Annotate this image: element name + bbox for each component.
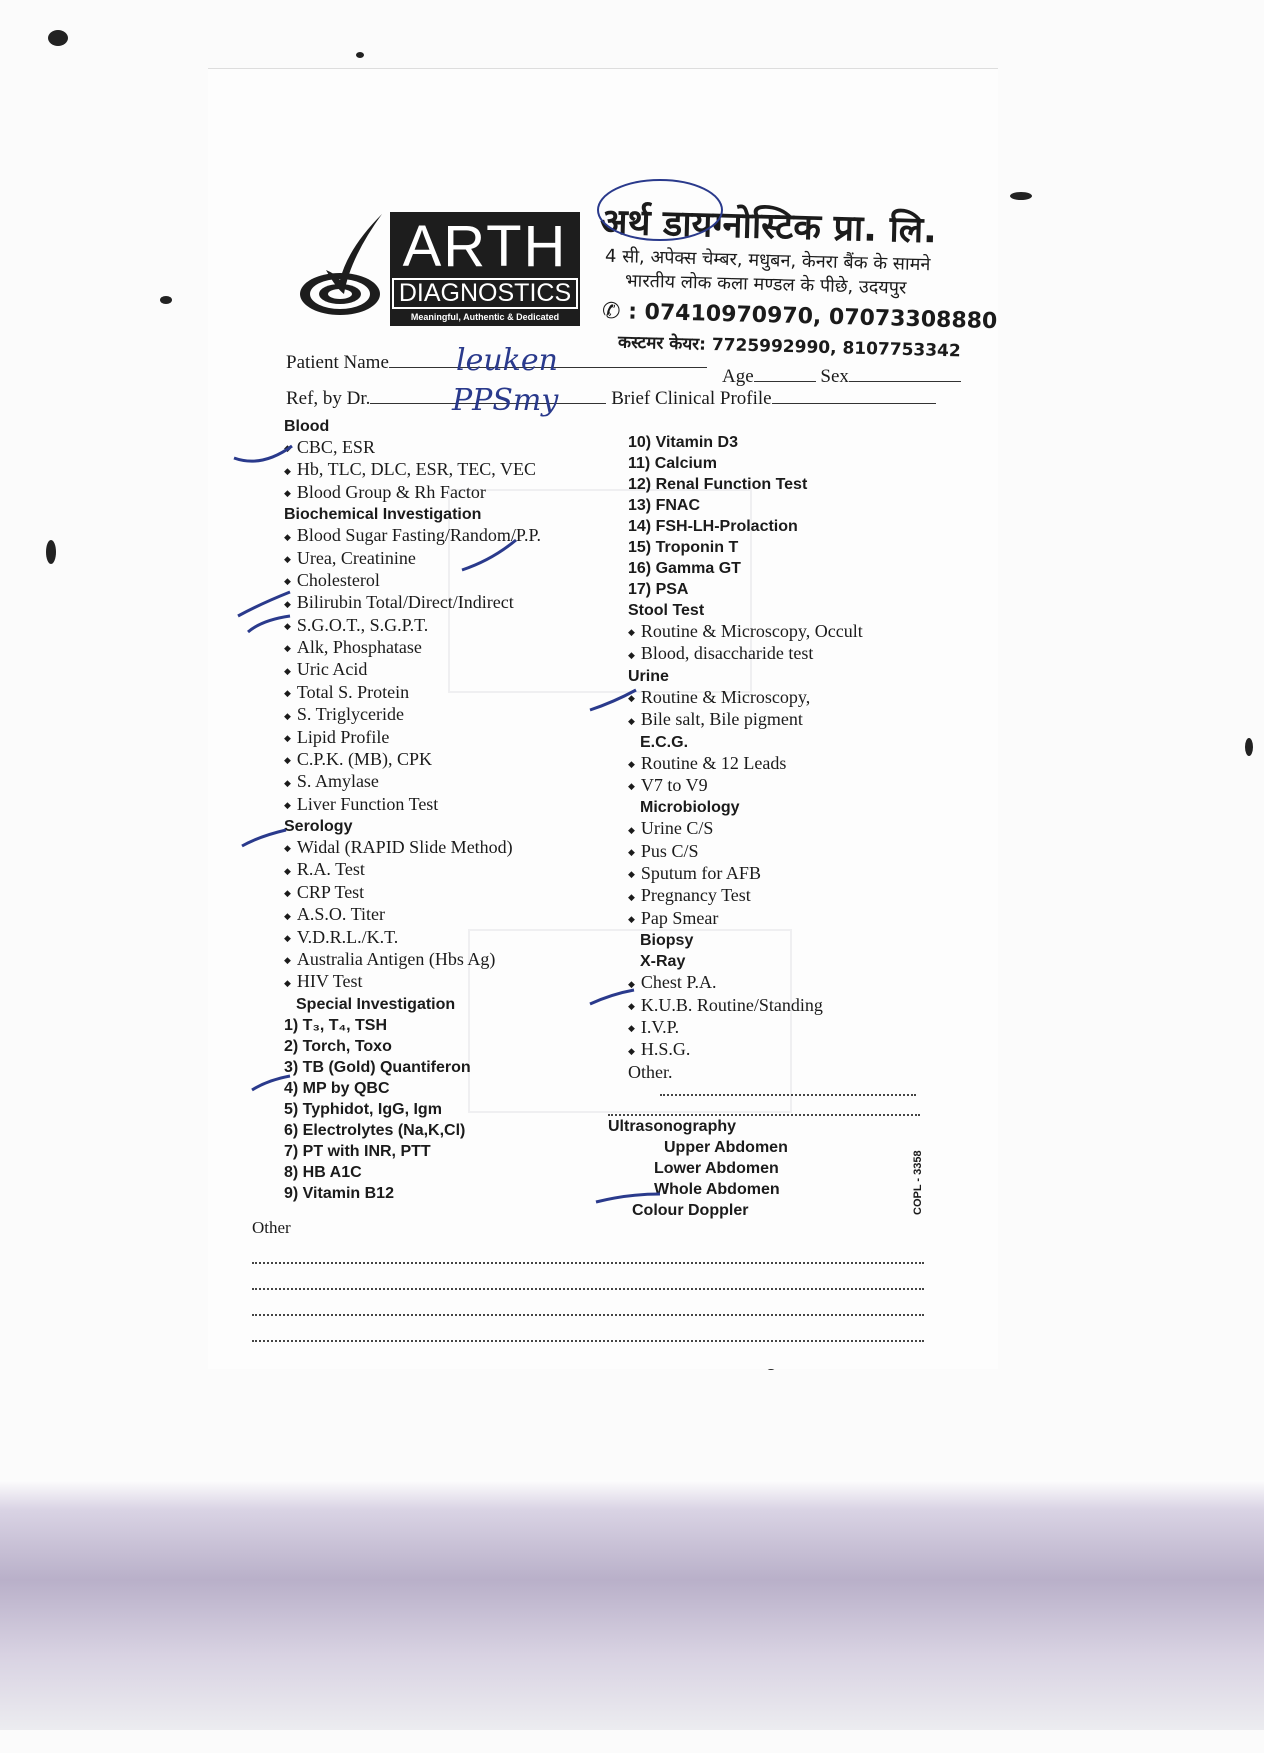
company-name-hindi: अर्थ डायग्नोस्टिक प्रा. लि. bbox=[599, 201, 938, 252]
target-check-logo-icon bbox=[298, 208, 382, 318]
test-item[interactable]: ◆ Chest P.A. bbox=[628, 972, 863, 994]
test-item[interactable]: ◆ Liver Function Test bbox=[284, 794, 541, 816]
test-item[interactable]: 13) FNAC bbox=[628, 497, 701, 514]
scan-speck bbox=[160, 296, 172, 304]
test-item[interactable]: 11) Calcium bbox=[628, 455, 717, 472]
test-item[interactable]: ◆ Lipid Profile bbox=[284, 727, 541, 749]
test-item[interactable]: 1) T₃, T₄, TSH bbox=[284, 1016, 388, 1034]
test-item[interactable]: ◆ K.U.B. Routine/Standing bbox=[628, 995, 863, 1017]
test-item[interactable]: 9) Vitamin B12 bbox=[284, 1184, 394, 1202]
ultrasonography-heading: Ultrasonography bbox=[608, 1118, 737, 1135]
test-item[interactable]: ◆ Widal (RAPID Slide Method) bbox=[284, 837, 541, 859]
scan-speck bbox=[46, 540, 56, 564]
test-item[interactable]: ◆ Hb, TLC, DLC, ESR, TEC, VEC bbox=[284, 459, 541, 481]
test-item[interactable]: 5) Typhidot, IgG, Igm bbox=[284, 1100, 442, 1118]
test-item[interactable]: ◆ Uric Acid bbox=[284, 659, 541, 681]
logo-title: ARTH bbox=[402, 214, 568, 279]
ultrasound-item[interactable]: Lower Abdomen bbox=[654, 1160, 779, 1177]
logo-tagline: Meaningful, Authentic & Dedicated bbox=[410, 312, 560, 322]
test-item[interactable]: ◆ Total S. Protein bbox=[284, 682, 541, 704]
phone-numbers: ✆ : 07410970970, 07073308880 bbox=[601, 298, 998, 335]
section-heading: E.C.G. bbox=[640, 733, 689, 751]
section-heading: Biochemical Investigation bbox=[284, 506, 482, 524]
form-code: COPL - 3358 bbox=[912, 1150, 924, 1215]
test-item[interactable]: ◆ Pregnancy Test bbox=[628, 885, 863, 907]
scan-speck bbox=[48, 30, 68, 46]
other-label: Other bbox=[252, 1218, 291, 1237]
test-item[interactable]: ◆ Routine & Microscopy, Occult bbox=[628, 621, 863, 643]
test-item[interactable]: ◆ Alk, Phosphatase bbox=[284, 637, 541, 659]
referring-doctor-field[interactable] bbox=[286, 388, 936, 410]
handwritten-doctor-name: PPSmy bbox=[452, 383, 559, 418]
patient-name-field[interactable] bbox=[286, 352, 707, 374]
section-heading: Biopsy bbox=[640, 932, 694, 950]
test-item[interactable]: ◆ Bilirubin Total/Direct/Indirect bbox=[284, 592, 541, 614]
ref-label: Ref, by Dr. bbox=[286, 388, 371, 409]
ultrasound-item[interactable]: Whole Abdomen bbox=[654, 1181, 780, 1198]
section-heading: Stool Test bbox=[628, 602, 705, 619]
test-item[interactable]: ◆ CRP Test bbox=[284, 882, 541, 904]
test-item[interactable]: 3) TB (Gold) Quantiferon bbox=[284, 1058, 471, 1076]
test-item[interactable]: 2) Torch, Toxo bbox=[284, 1037, 392, 1055]
test-item[interactable]: ◆ CBC, ESR bbox=[284, 437, 541, 459]
ultrasound-item[interactable]: Upper Abdomen bbox=[664, 1139, 788, 1156]
patient-name-label: Patient Name bbox=[286, 352, 389, 373]
left-test-column bbox=[284, 416, 541, 1204]
test-item[interactable]: ◆ H.S.G. bbox=[628, 1039, 863, 1061]
test-item[interactable]: ◆ R.A. Test bbox=[284, 859, 541, 881]
other-dotted-line bbox=[252, 1314, 924, 1316]
section-heading: Urine bbox=[628, 667, 669, 685]
test-item[interactable]: ◆ HIV Test bbox=[284, 971, 541, 993]
test-item[interactable]: ◆ Cholesterol bbox=[284, 570, 541, 592]
test-item[interactable]: 6) Electrolytes (Na,K,Cl) bbox=[284, 1121, 466, 1139]
test-item[interactable]: ◆ Australia Antigen (Hbs Ag) bbox=[284, 949, 541, 971]
other-dotted-line bbox=[252, 1262, 924, 1264]
test-item[interactable]: ◆ Blood, disaccharide test bbox=[628, 643, 863, 665]
test-item[interactable]: ◆ Routine & Microscopy, bbox=[628, 687, 863, 709]
test-item[interactable]: ◆ C.P.K. (MB), CPK bbox=[284, 749, 541, 771]
scan-speck bbox=[356, 52, 364, 58]
other-dotted-line bbox=[660, 1094, 916, 1096]
age-label: Age bbox=[722, 366, 754, 387]
section-heading: X-Ray bbox=[640, 953, 686, 971]
test-item[interactable]: 12) Renal Function Test bbox=[628, 476, 808, 493]
ultrasound-item[interactable]: Colour Doppler bbox=[632, 1202, 749, 1219]
scan-shadow bbox=[0, 1480, 1264, 1730]
other-dotted-line bbox=[252, 1288, 924, 1290]
test-item[interactable]: ◆ Blood Group & Rh Factor bbox=[284, 482, 541, 504]
section-heading: Blood bbox=[284, 418, 330, 435]
test-item[interactable]: 7) PT with INR, PTT bbox=[284, 1142, 431, 1160]
test-item[interactable]: 8) HB A1C bbox=[284, 1163, 362, 1181]
scan-speck bbox=[1010, 192, 1032, 200]
test-item[interactable]: ◆ Sputum for AFB bbox=[628, 863, 863, 885]
section-heading: Serology bbox=[284, 818, 353, 835]
test-item[interactable]: ◆ Urine C/S bbox=[628, 818, 863, 840]
address-line-2: भारतीय लोक कला मण्डल के पीछे, उदयपुर bbox=[624, 270, 907, 299]
test-item[interactable]: ◆ Routine & 12 Leads bbox=[628, 753, 863, 775]
test-item[interactable]: Other. bbox=[628, 1061, 673, 1082]
test-item[interactable]: ◆ S. Triglyceride bbox=[284, 704, 541, 726]
test-item[interactable]: 14) FSH-LH-Prolaction bbox=[628, 518, 798, 535]
test-item[interactable]: ◆ Pap Smear bbox=[628, 908, 863, 930]
test-item[interactable]: 4) MP by QBC bbox=[284, 1079, 390, 1097]
section-heading: Microbiology bbox=[640, 799, 740, 817]
test-item[interactable]: ◆ Blood Sugar Fasting/Random/P.P. bbox=[284, 525, 541, 547]
test-item[interactable]: ◆ I.V.P. bbox=[628, 1017, 863, 1039]
test-item[interactable]: 17) PSA bbox=[628, 581, 689, 598]
test-item[interactable]: ◆ S.G.O.T., S.G.P.T. bbox=[284, 615, 541, 637]
customer-care: कस्टमर केयर: 7725992990, 8107753342 bbox=[617, 332, 961, 362]
handwritten-patient-name: leuken bbox=[456, 343, 558, 378]
section-heading: Special Investigation bbox=[296, 995, 456, 1013]
scan-speck bbox=[1245, 738, 1253, 756]
ultrasonography-section bbox=[608, 1116, 788, 1221]
other-dotted-line bbox=[252, 1340, 924, 1342]
right-test-column bbox=[628, 432, 863, 1083]
brand-logo bbox=[390, 212, 580, 326]
test-item[interactable]: ◆ V7 to V9 bbox=[628, 775, 863, 797]
clinical-profile-label: Brief Clinical Profile bbox=[611, 388, 772, 409]
test-item[interactable]: 15) Troponin T bbox=[628, 539, 739, 556]
age-field[interactable] bbox=[722, 366, 961, 388]
test-item[interactable]: ◆ S. Amylase bbox=[284, 771, 541, 793]
logo-subtitle: DIAGNOSTICS bbox=[392, 278, 578, 309]
test-item[interactable]: ◆ Urea, Creatinine bbox=[284, 548, 541, 570]
test-item[interactable]: ◆ V.D.R.L./K.T. bbox=[284, 927, 541, 949]
address-line-1: 4 सी, अपेक्स चेम्बर, मधुबन, केनरा बैंक के सामने bbox=[604, 245, 931, 276]
test-item[interactable]: ◆ Pus C/S bbox=[628, 841, 863, 863]
test-item[interactable]: 16) Gamma GT bbox=[628, 560, 741, 577]
test-item[interactable]: ◆ A.S.O. Titer bbox=[284, 904, 541, 926]
test-item[interactable]: 10) Vitamin D3 bbox=[628, 434, 738, 451]
test-item[interactable]: ◆ Bile salt, Bile pigment bbox=[628, 709, 863, 731]
sex-label: Sex bbox=[820, 366, 849, 387]
